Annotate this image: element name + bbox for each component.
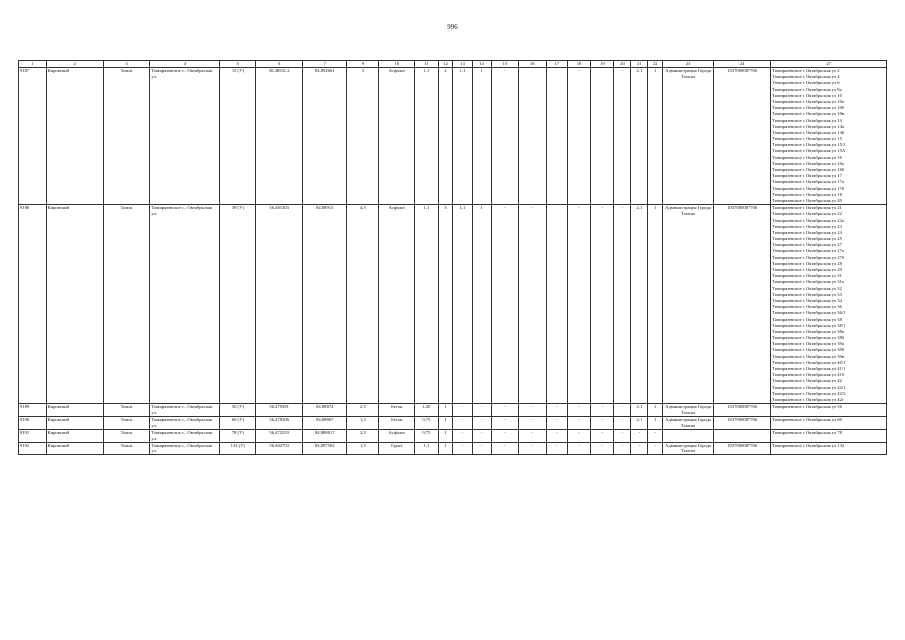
col22-cell: 1 xyxy=(648,205,663,404)
address-item: Тимирязевское с Октябрьская ул 41/1 xyxy=(772,366,846,371)
col9-cell: 1,5 xyxy=(347,416,379,429)
number-cell: 56 (У) xyxy=(220,404,256,417)
col9-cell: 2,5 xyxy=(347,404,379,417)
column-header: 16 xyxy=(519,61,547,68)
ogrn-cell: 1037000087706 xyxy=(714,442,771,455)
col22-cell: - xyxy=(648,429,663,442)
address-item: Тимирязевское с Октябрьская ул 42 xyxy=(772,378,842,384)
col16-cell: - xyxy=(519,429,547,442)
city-cell: Томск xyxy=(103,416,150,429)
address-list-cell xyxy=(771,68,887,205)
address-item: Тимирязевское с Октябрьская ул 31 xyxy=(772,273,842,279)
address-item: Тимирязевское с Октябрьская ул 16 xyxy=(772,154,842,160)
col12-cell: 2 xyxy=(438,68,453,205)
col20-cell: - xyxy=(614,416,631,429)
address-item: Тимирязевское с Октябрьская ул 23 xyxy=(772,223,842,229)
column-header: 9 xyxy=(347,61,379,68)
row-id: 9189 xyxy=(19,404,47,417)
col14-cell: 1 xyxy=(472,68,491,205)
column-header: 18 xyxy=(567,61,590,68)
col13-cell: 1,1 xyxy=(453,205,472,404)
column-header: 24 xyxy=(714,61,771,68)
col14-cell: - xyxy=(472,429,491,442)
surface-cell: Бетон xyxy=(379,416,415,429)
latitude-cell: 56,482703 xyxy=(256,442,303,455)
col15-cell: - xyxy=(491,205,519,404)
latitude-cell: 56,472553 xyxy=(256,429,303,442)
col13-cell: - xyxy=(453,429,472,442)
address-item: Тимирязевское с Октябрьская ул 38 xyxy=(772,316,842,322)
ogrn-cell: 1037000087706 xyxy=(714,404,771,417)
column-header: 11 xyxy=(415,61,438,68)
col9-cell: 4,5 xyxy=(347,205,379,404)
address-item: Тимирязевское с Октябрьская ул 27 xyxy=(772,242,842,248)
column-header: 27 xyxy=(771,61,887,68)
column-header: 15 xyxy=(491,61,519,68)
surface-cell: Бетон xyxy=(379,404,415,417)
col18-cell: - xyxy=(567,416,590,429)
address-item: Тимирязевское с Октябрьская ул 25 xyxy=(772,236,842,242)
col22-cell: 1 xyxy=(648,68,663,205)
address-item: Тимирязевское с Октябрьская ул 36 xyxy=(772,304,842,310)
col18-cell: - xyxy=(567,68,590,205)
address-item: Тимирязевское с Октябрьская ул 15 xyxy=(772,136,842,142)
col19-cell xyxy=(591,68,614,205)
column-header: 21 xyxy=(631,61,648,68)
address-list-cell xyxy=(771,205,887,404)
longitude-cell: 84,888817 xyxy=(302,429,347,442)
latitude-cell: 56,48541,2 xyxy=(256,68,303,205)
col17-cell: - xyxy=(546,429,567,442)
row-id: 9187 xyxy=(19,68,47,205)
address-item: Тимирязевское с Октябрьская ул 15А xyxy=(772,148,846,154)
address-list-cell xyxy=(771,404,887,417)
col22-cell: - xyxy=(648,442,663,455)
col13-cell: - xyxy=(453,404,472,417)
col19-cell: - xyxy=(591,442,614,455)
address-item: Тимирязевское с Октябрьская ул 42г xyxy=(772,396,844,402)
col14-cell: - xyxy=(472,404,491,417)
col21-cell: 2,1 xyxy=(631,68,648,205)
row-id: 9192 xyxy=(19,442,47,455)
registry-table xyxy=(18,60,887,455)
number-cell: 39 (У) xyxy=(220,205,256,404)
col20-cell: - xyxy=(614,205,631,404)
address-item: Тимирязевское с Октябрьская ул 22 xyxy=(772,211,842,217)
district-cell: Кировский xyxy=(46,205,103,404)
col17-cell: - xyxy=(546,442,567,455)
address-item: Тимирязевское с Октябрьская ул 78 xyxy=(772,429,842,435)
ogrn-cell: 1037000087706 xyxy=(714,68,771,205)
district-cell: Кировский xyxy=(46,416,103,429)
street-cell: Тимирязевское с., Октябрьская ул. xyxy=(150,68,220,205)
table-row xyxy=(19,404,887,417)
address-item: Тимирязевское с Октябрьская ул 21 xyxy=(772,205,842,211)
column-header: 12 xyxy=(438,61,453,68)
col22-cell: 1 xyxy=(648,416,663,429)
latitude-cell: 56,481403 xyxy=(256,205,303,404)
city-cell: Томск xyxy=(103,429,150,442)
address-item: Тимирязевское с Октябрьская ул 4 xyxy=(772,74,840,80)
street-cell: Тимирязевское с., Октябрьская ул. xyxy=(150,416,220,429)
col12-cell: 1 xyxy=(438,442,453,455)
column-header: 1 xyxy=(19,61,47,68)
address-item: Тимирязевское с Октябрьская ул 18 xyxy=(772,191,842,197)
col12-cell: 1 xyxy=(438,429,453,442)
column-header: 10 xyxy=(379,61,415,68)
address-item: Тимирязевское с Октябрьская ул 14а xyxy=(772,123,844,129)
district-cell: Кировский xyxy=(46,429,103,442)
col19-cell: - xyxy=(591,416,614,429)
table-row xyxy=(19,416,887,429)
longitude-cell: 84,88913 xyxy=(302,205,347,404)
address-item: Тимирязевское с Октябрьская ул 132 xyxy=(772,442,845,448)
table-row xyxy=(19,68,887,205)
address-item: Тимирязевское с Октябрьская ул 15/1 xyxy=(772,142,846,148)
ogrn-cell xyxy=(714,429,771,442)
number-cell: 60 (У) xyxy=(220,416,256,429)
address-item: Тимирязевское с Октябрьская ул 16б xyxy=(772,167,845,172)
col21-cell: 2,1 xyxy=(631,205,648,404)
col11-cell: 1,1 xyxy=(415,442,438,455)
owner-cell xyxy=(663,429,714,442)
address-item: Тимирязевское с Октябрьская ул 56 xyxy=(772,404,842,410)
address-item: Тимирязевское с Октябрьская ул 42/1 xyxy=(772,384,846,390)
address-item: Тимирязевское с Октябрьская ул 17 xyxy=(772,173,842,179)
address-item: Тимирязевское с Октябрьская ул 14 xyxy=(772,117,842,123)
city-cell: Томск xyxy=(103,205,150,404)
col13-cell: - xyxy=(453,442,472,455)
owner-cell: Администрация Города Томска xyxy=(663,205,714,404)
address-item: Тимирязевское с Октябрьская ул 38/1 xyxy=(772,322,846,328)
address-item: Тимирязевское с Октябрьская ул 39б xyxy=(772,347,845,353)
col22-cell: 1 xyxy=(648,404,663,417)
address-item: Тимирязевское с Октябрьская ул 33 xyxy=(772,291,842,297)
column-header: 20 xyxy=(614,61,631,68)
col12-cell: 1 xyxy=(438,404,453,417)
longitude-cell: 84,897502 xyxy=(302,442,347,455)
address-list-cell xyxy=(771,429,887,442)
owner-cell: Администрация Города Томска xyxy=(663,416,714,429)
address-item: Тимирязевское с Октябрьская ул 32 xyxy=(772,285,842,291)
address-item: Тимирязевское с Октябрьская ул 2 xyxy=(772,68,840,73)
address-item: Тимирязевское с Октябрьская ул 36/1 xyxy=(772,310,846,316)
col15-cell: - xyxy=(491,416,519,429)
address-item: Тимирязевское с Октябрьская ул 27б xyxy=(772,254,845,260)
latitude-cell: 56,478306 xyxy=(256,416,303,429)
col21-cell: 2,1 xyxy=(631,404,648,417)
col20-cell: - xyxy=(614,442,631,455)
surface-cell: Асфальт xyxy=(379,205,415,404)
street-cell: Тимирязевское с., Октябрьская ул. xyxy=(150,429,220,442)
col11-cell: 1,1 xyxy=(415,68,438,205)
address-item: Тимирязевское с Октябрьская ул 24 xyxy=(772,229,842,235)
address-item: Тимирязевское с Октябрьская ул 38б xyxy=(772,335,845,341)
column-header: 7 xyxy=(302,61,347,68)
col21-cell: - xyxy=(631,442,648,455)
owner-cell: Администрация Города Томска xyxy=(663,404,714,417)
col16-cell xyxy=(519,68,547,205)
ogrn-cell: 1037000087706 xyxy=(714,416,771,429)
column-header: 5 xyxy=(220,61,256,68)
col15-cell: - xyxy=(491,404,519,417)
col9-cell: 2,5 xyxy=(347,429,379,442)
address-list-cell xyxy=(771,442,887,455)
address-item: Тимирязевское с Октябрьская ул 28 xyxy=(772,260,842,266)
address-item: Тимирязевское с Октябрьская ул 34 xyxy=(772,297,842,303)
col13-cell: - xyxy=(453,416,472,429)
address-item: Тимирязевское с Октябрьская ул 10б xyxy=(772,105,845,111)
column-header: 4 xyxy=(150,61,220,68)
address-item: Тимирязевское с Октябрьская ул 10в xyxy=(772,111,845,117)
col20-cell: - xyxy=(614,429,631,442)
district-cell: Кировский xyxy=(46,404,103,417)
col16-cell: - xyxy=(519,442,547,455)
col17-cell: - xyxy=(546,416,567,429)
column-header: 19 xyxy=(591,61,614,68)
city-cell: Томск xyxy=(103,404,150,417)
row-id: 9191 xyxy=(19,429,47,442)
address-item: Тимирязевское с Октябрьская ул 41б xyxy=(772,372,845,378)
address-item: Тимирязевское с Октябрьская ул 17а xyxy=(772,179,844,185)
col12-cell: 3 xyxy=(438,205,453,404)
column-header: 22 xyxy=(648,61,663,68)
address-item: Тимирязевское с Октябрьская ул 39а xyxy=(772,341,844,347)
col13-cell: 1,1 xyxy=(453,68,472,205)
col18-cell: - xyxy=(567,404,590,417)
address-item: Тимирязевское с Октябрьская ул 39в xyxy=(772,353,845,359)
col15-cell: - xyxy=(491,68,519,205)
table-row xyxy=(19,205,887,404)
address-item: Тимирязевское с Октябрьская ул 38а xyxy=(772,328,844,334)
address-item: Тимирязевское с Октябрьская ул 8а xyxy=(772,86,842,92)
col11-cell: 0,75 xyxy=(415,429,438,442)
street-cell: Тимирязевское с., Октябрьская ул. xyxy=(150,205,220,404)
address-item: Тимирязевское с Октябрьская ул 14б xyxy=(772,129,845,135)
address-item: Тимирязевское с Октябрьская ул 29 xyxy=(772,267,842,272)
address-list-cell xyxy=(771,416,887,429)
address-item: Тимирязевское с Октябрьская ул 40/1 xyxy=(772,359,846,365)
address-item: Тимирязевское с Октябрьская ул 16а xyxy=(772,160,844,166)
longitude-cell: 84,892661 xyxy=(302,68,347,205)
col11-cell: 1,1 xyxy=(415,205,438,404)
col14-cell: - xyxy=(472,442,491,455)
col18-cell: - xyxy=(567,205,590,404)
column-header: 14 xyxy=(472,61,491,68)
latitude-cell: 56,479381 xyxy=(256,404,303,417)
address-item: Тимирязевское с Октябрьская ул 10а xyxy=(772,98,844,104)
ogrn-cell: 1037000087706 xyxy=(714,205,771,404)
col16-cell: - xyxy=(519,404,547,417)
col11-cell: 0,75 xyxy=(415,416,438,429)
column-header: 23 xyxy=(663,61,714,68)
address-item: Тимирязевское с Октябрьская ул 10 xyxy=(772,92,842,98)
owner-cell: Администрация Города Томска xyxy=(663,442,714,455)
col16-cell: - xyxy=(519,205,547,404)
col9-cell: 1,5 xyxy=(347,442,379,455)
table-row xyxy=(19,429,887,442)
col19-cell: - xyxy=(591,429,614,442)
street-cell: Тимирязевское с., Октябрьская ул. xyxy=(150,404,220,417)
address-item: Тимирязевское с Октябрьская ул 20 xyxy=(772,197,842,203)
col20-cell: - xyxy=(614,68,631,205)
address-item: Тимирязевское с Октябрьская ул 42/3 xyxy=(772,390,846,396)
page-number: 996 xyxy=(447,23,458,31)
column-header: 13 xyxy=(453,61,472,68)
col15-cell: - xyxy=(491,442,519,455)
owner-cell: Администрация Города Томска xyxy=(663,68,714,205)
number-cell: 132 (У) xyxy=(220,442,256,455)
col20-cell: - xyxy=(614,404,631,417)
row-id: 9188 xyxy=(19,205,47,404)
col9-cell: 3 xyxy=(347,68,379,205)
column-header: 3 xyxy=(103,61,150,68)
address-item: Тимирязевское с Октябрьская ул 17б xyxy=(772,185,845,191)
col21-cell: 2,1 xyxy=(631,416,648,429)
table-row xyxy=(19,442,887,455)
column-header: 2 xyxy=(46,61,103,68)
surface-cell: Грунт xyxy=(379,442,415,455)
col19-cell: - xyxy=(591,205,614,404)
street-cell: Тимирязевское с., Октябрьская ул. xyxy=(150,442,220,455)
col14-cell: - xyxy=(472,416,491,429)
col21-cell: - xyxy=(631,429,648,442)
col12-cell: 1 xyxy=(438,416,453,429)
address-item: Тимирязевское с Октябрьская ул 6 xyxy=(772,80,840,86)
col18-cell: - xyxy=(567,442,590,455)
col11-cell: 1,20 xyxy=(415,404,438,417)
address-item: Тимирязевское с Октябрьская ул 31а xyxy=(772,279,844,285)
district-cell: Кировский xyxy=(46,442,103,455)
header-row xyxy=(19,61,887,68)
surface-cell: Асфальт xyxy=(379,68,415,205)
city-cell: Томск xyxy=(103,442,150,455)
col17-cell: - xyxy=(546,404,567,417)
column-header: 6 xyxy=(256,61,303,68)
col14-cell: 1 xyxy=(472,205,491,404)
row-id: 9190 xyxy=(19,416,47,429)
surface-cell: Асфальт xyxy=(379,429,415,442)
city-cell: Томск xyxy=(103,68,150,205)
address-item: Тимирязевское с Октябрьская ул 27а xyxy=(772,248,844,254)
district-cell: Кировский xyxy=(46,68,103,205)
col17-cell xyxy=(546,68,567,205)
longitude-cell: 84,88874 xyxy=(302,404,347,417)
address-item: Тимирязевское с Октябрьская ул 22а xyxy=(772,217,844,223)
address-item: Тимирязевское с Октябрьская ул 60 xyxy=(772,416,842,422)
col19-cell: - xyxy=(591,404,614,417)
col18-cell: - xyxy=(567,429,590,442)
longitude-cell: 84,88867 xyxy=(302,416,347,429)
number-cell: 78 (У) xyxy=(220,429,256,442)
col17-cell xyxy=(546,205,567,404)
col15-cell: - xyxy=(491,429,519,442)
number-cell: 15 (У) xyxy=(220,68,256,205)
col16-cell: - xyxy=(519,416,547,429)
column-header: 17 xyxy=(546,61,567,68)
